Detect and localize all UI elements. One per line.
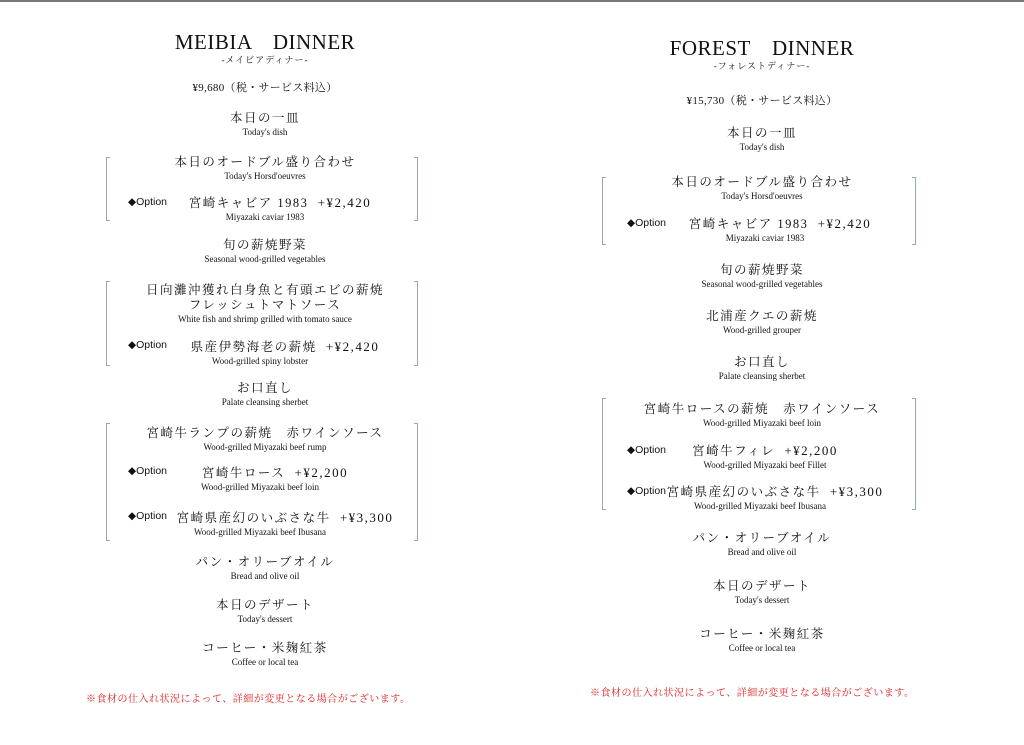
- course-name-ja: コーヒー・米麹紅茶: [699, 627, 825, 641]
- course-item: [500, 126, 1024, 153]
- course-item: [0, 238, 530, 265]
- option-name-ja: 宮崎キャビア 1983: [688, 217, 809, 231]
- option-name-ja: 宮崎県産幻のいぶさな牛: [176, 511, 331, 525]
- course-name-en: White fish and shrimp grilled with tomato sauce: [178, 314, 352, 324]
- course-name-en: Wood-grilled Miyazaki beef rump: [203, 442, 327, 452]
- course-name-ja: 北浦産クエの薪焼: [706, 309, 818, 323]
- option-label: ◆Option: [128, 196, 168, 208]
- course-name-en: Wood-grilled grouper: [722, 325, 801, 335]
- course-item: [0, 155, 530, 182]
- menu-subtitle: -メイビアディナー-: [221, 55, 309, 65]
- option-name-en: Wood-grilled Miyazaki beef Fillet: [703, 460, 827, 470]
- option-name-ja: 県産伊勢海老の薪焼: [190, 340, 317, 354]
- option-price: +¥2,420: [817, 216, 872, 231]
- course-name-ja: 日向灘沖獲れ白身魚と有頭エビの薪焼: [145, 283, 384, 297]
- course-name-ja: 宮崎牛ロースの薪焼 赤ワインソース: [643, 402, 881, 416]
- course-name-ja: 宮崎牛ランプの薪焼 赤ワインソース: [146, 426, 384, 440]
- menu-subtitle: -フォレストディナー-: [713, 61, 811, 71]
- course-name-en: Today's dish: [242, 127, 288, 137]
- course-name-en: Palate cleansing sherbet: [221, 397, 309, 407]
- menu-price: ¥9,680（税・サービス料込）: [192, 82, 338, 94]
- availability-note: ※食材の仕入れ状況によって、詳細が変更となる場合がございます。: [590, 688, 915, 699]
- option-item: [500, 484, 1024, 512]
- course-name-en: Today's dessert: [734, 595, 790, 605]
- option-item: [500, 443, 1024, 471]
- menu-price: ¥15,730（税・サービス料込）: [686, 95, 838, 107]
- course-name-en: Today's Horsd'oeuvres: [721, 191, 803, 201]
- course-name-en: Today's dessert: [237, 614, 293, 624]
- course-item: [500, 402, 1024, 429]
- option-price: +¥2,420: [317, 195, 372, 210]
- course-item: [500, 579, 1024, 606]
- course-name-en: Bread and olive oil: [230, 571, 300, 581]
- option-name-ja: 宮崎県産幻のいぶさな牛: [666, 485, 821, 499]
- option-item: [0, 510, 570, 538]
- course-name-en: Seasonal wood-grilled vegetables: [204, 254, 326, 264]
- course-item: [500, 175, 1024, 202]
- option-label: ◆Option: [627, 217, 667, 229]
- course-name-en: Today's Horsd'oeuvres: [224, 171, 306, 181]
- option-price: +¥2,420: [325, 339, 380, 354]
- option-name-ja: 宮崎キャビア 1983: [188, 196, 309, 210]
- course-name-ja: 本日のデザート: [215, 598, 314, 612]
- option-label: ◆Option: [627, 485, 667, 497]
- option-name-en: Wood-grilled spiny lobster: [211, 356, 309, 366]
- option-name-ja: 宮崎牛フィレ: [692, 444, 776, 458]
- course-item: [0, 598, 530, 625]
- option-item: [0, 195, 560, 223]
- course-name-ja: 本日の一皿: [229, 111, 300, 125]
- option-name-en: Miyazaki caviar 1983: [725, 233, 805, 243]
- option-name-en: Wood-grilled Miyazaki beef loin: [201, 482, 319, 492]
- course-item: [0, 641, 530, 668]
- course-name-en: Bread and olive oil: [727, 547, 797, 557]
- course-name-ja: 旬の薪焼野菜: [719, 263, 804, 277]
- option-name-en: Wood-grilled Miyazaki beef Ibusana: [194, 527, 326, 537]
- course-item: [0, 283, 530, 325]
- course-name-ja: パン・オリーブオイル: [195, 555, 335, 569]
- course-name-ja: お口直し: [733, 355, 790, 369]
- availability-note: ※食材の仕入れ状況によって、詳細が変更となる場合がございます。: [86, 694, 411, 705]
- option-label: ◆Option: [128, 510, 168, 522]
- menu-title: FOREST DINNER: [669, 36, 855, 60]
- course-name-ja: コーヒー・米麹紅茶: [202, 641, 328, 655]
- option-price: +¥3,300: [339, 510, 394, 525]
- course-name-ja: パン・オリーブオイル: [692, 531, 832, 545]
- option-price: +¥2,200: [294, 465, 349, 480]
- page-top-edge: [0, 0, 1024, 2]
- course-name-ja: 本日の一皿: [726, 126, 797, 140]
- course-item: [0, 111, 530, 138]
- option-item: [0, 465, 550, 493]
- course-name-en: Coffee or local tea: [728, 643, 796, 653]
- course-name-en: Coffee or local tea: [231, 657, 299, 667]
- option-price: +¥2,200: [784, 443, 838, 458]
- option-price: +¥3,300: [829, 484, 884, 499]
- option-label: ◆Option: [627, 444, 667, 456]
- course-item: [500, 355, 1024, 382]
- course-name-ja: お口直し: [236, 381, 293, 395]
- course-name-en: Palate cleansing sherbet: [718, 371, 806, 381]
- course-name-en: Wood-grilled Miyazaki beef loin: [703, 418, 821, 428]
- option-item: [500, 216, 1024, 244]
- course-item: [0, 381, 530, 408]
- course-name-ja: 本日のオードブル盛り合わせ: [174, 155, 356, 169]
- course-name-en: Seasonal wood-grilled vegetables: [701, 279, 823, 289]
- option-label: ◆Option: [128, 339, 168, 351]
- option-name-ja: 宮崎牛ロース: [201, 466, 286, 480]
- option-name-en: Miyazaki caviar 1983: [225, 212, 305, 222]
- course-name-ja-2: フレッシュトマトソース: [188, 298, 342, 312]
- course-item: [0, 426, 530, 453]
- course-item: [500, 627, 1024, 654]
- course-name-ja: 本日のデザート: [712, 579, 811, 593]
- option-label: ◆Option: [128, 465, 168, 477]
- option-item: [0, 339, 570, 367]
- course-name-en: Today's dish: [739, 142, 785, 152]
- course-name-ja: 旬の薪焼野菜: [222, 238, 307, 252]
- course-name-ja: 本日のオードブル盛り合わせ: [671, 175, 853, 189]
- course-item: [500, 309, 1024, 336]
- course-item: [0, 555, 530, 582]
- course-item: [500, 531, 1024, 558]
- menu-title: MEIBIA DINNER: [174, 30, 356, 54]
- course-item: [500, 263, 1024, 290]
- option-name-en: Wood-grilled Miyazaki beef Ibusana: [694, 501, 826, 511]
